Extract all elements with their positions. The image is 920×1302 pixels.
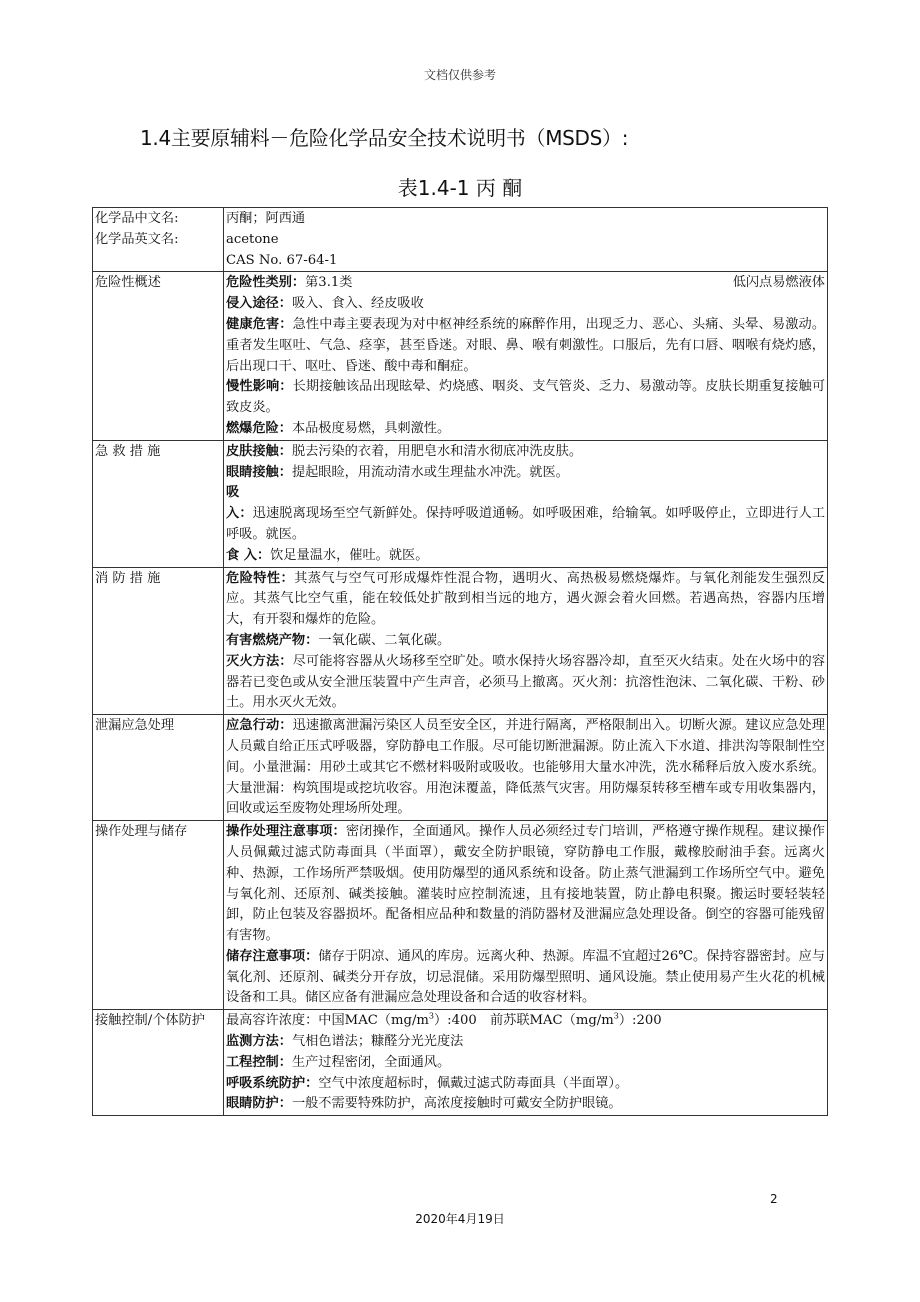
row-handling [93, 821, 828, 1010]
footer-date: 2020年4月19日 [415, 1212, 505, 1226]
first-aid-ingest: 食 入：饮足量温水，催吐。就医。 [226, 547, 429, 563]
row-spill [93, 715, 828, 821]
header-note: 文档仅供参考 [423, 68, 496, 82]
row-firefighting [93, 567, 828, 715]
label-chinese-name: 化学品中文名: [95, 211, 179, 226]
label-english-name: 化学品英文名: [95, 231, 179, 247]
first-aid-inhale-key: 吸 [226, 485, 240, 501]
row-identity [93, 208, 828, 272]
hazard-category-note: 低闪点易燃液体 [732, 275, 825, 291]
identity-content-cell [224, 208, 828, 272]
chinese-name: 丙酮；阿西通 [226, 211, 306, 226]
hazard-health: 健康危害：急性中毒主要表现为对中枢神经系统的麻醉作用，出现乏力、恶心、头痛、头晕、易激动。重者发生呕吐、气急、痉挛，甚至昏迷。对眼、鼻、喉有刺激性。口服后，先有口唇、咽喉有烧灼感，后出现口干、呕吐、昏迷、酸中毒和酮症。 [226, 316, 826, 374]
row-hazard [93, 272, 828, 440]
handling-content [224, 821, 828, 1010]
exposure-mac: 最高容许浓度：中国$MAC(mg/m^3):400$ 前苏联$MAC(mg/m^3):200$ [226, 1011, 662, 1029]
hazard-label: 危险性概述 [93, 272, 224, 440]
first-aid-skin: 皮肤接触：脱去污染的衣着，用肥皂水和清水彻底冲洗皮肤。 [226, 443, 583, 459]
spill-label: 泄漏应急处理 [93, 715, 224, 821]
exposure-respiratory: 呼吸系统防护：空气中浓度超标时，佩戴过滤式防毒面具（半面罩）。 [226, 1075, 629, 1091]
page-number: 2 [770, 1192, 778, 1206]
exposure-label: 接触控制/个体防护 [93, 1010, 224, 1116]
cas-number: CAS No. 67-64-1 [226, 252, 338, 268]
spill-action: 应急行动：迅速撤离泄漏污染区人员至安全区，并进行隔离，严格限制出入。切断火源。建议应急处理人员戴自给正压式呼吸器，穿防静电工作服。尽可能切断泄漏源。防止流入下水道、排洪沟等限制性空间。小量泄漏：用砂土或其它不燃材料吸附或吸收。也能够用大量水冲洗，洗水稀释后放入废水系统。大量泄漏：构筑围堤或挖坑收容。用泡沫覆盖，降低蒸气灾害。用防爆泵转移至槽车或专用收集器内，回收或运至废物处理场所处理。 [226, 718, 826, 817]
first-aid-label: 急 救 措 施 [93, 440, 224, 567]
exposure-monitor: 监测方法：气相色谱法；糠醛分光光度法 [226, 1034, 464, 1050]
exposure-eye: 眼睛防护：一般不需要特殊防护，高浓度接触时可戴安全防护眼镜。 [226, 1096, 622, 1112]
handling-label: 操作处理与储存 [93, 821, 224, 1010]
handling-storage: 储存注意事项：储存于阴凉、通风的库房。远离火种、热源。库温不宜超过26℃。保持容器密封。应与氧化剂、还原剂、碱类分开存放，切忌混储。采用防爆型照明、通风设施。禁止使用易产生火花的机械设备和工具。储区应备有泄漏应急处理设备和合适的收容材料。 [226, 948, 826, 1006]
exposure-engineering: 工程控制：生产过程密闭，全面通风。 [226, 1054, 451, 1070]
first-aid-eye: 眼睛接触：提起眼睑，用流动清水或生理盐水冲洗。就医。 [226, 464, 569, 480]
hazard-fire: 燃爆危险：本品极度易燃，具刺激性。 [226, 420, 451, 436]
firefighting-products: 有害燃烧产物：一氧化碳、二氧化碳。 [226, 632, 451, 648]
spill-content [224, 715, 828, 821]
hazard-content [224, 272, 828, 440]
hazard-route: 侵入途径：吸入、食入、经皮吸收 [226, 296, 424, 312]
document-heading: 1.4主要原辅料－危险化学品安全技术说明书（MSDS）: [140, 126, 629, 150]
handling-operation: 操作处理注意事项：密闭操作，全面通风。操作人员必须经过专门培训，严格遵守操作规程。建议操作人员佩戴过滤式防毒面具（半面罩），戴安全防护眼镜，穿防静电工作服，戴橡胶耐油手套。远离火种、热源，工作场所严禁吸烟。使用防爆型的通风系统和设备。防止蒸气泄漏到工作场所空气中。避免与氧化剂、还原剂、碱类接触。灌装时应控制流速，且有接地装置，防止静电积聚。搬运时要轻装轻卸，防止包装及容器损坏。配备相应品种和数量的消防器材及泄漏应急处理设备。倒空的容器可能残留有害物。 [226, 824, 825, 944]
msds-table [92, 207, 828, 1116]
row-first-aid [93, 440, 828, 567]
firefighting-method: 灭火方法：尽可能将容器从火场移至空旷处。喷水保持火场容器冷却，直至灭火结束。处在火场中的容器若已变色或从安全泄压装置中产生声音，必须马上撤离。灭火剂：抗溶性泡沫、二氧化碳、干粉、砂土。用水灭火无效。 [226, 653, 826, 711]
exposure-content [224, 1010, 828, 1116]
hazard-category: 危险性类别：第3.1类 低闪点易燃液体 [226, 273, 825, 294]
english-name: acetone [226, 231, 279, 247]
hazard-chronic: 慢性影响：长期接触该品出现眩晕、灼烧感、咽炎、支气管炎、乏力、易激动等。皮肤长期重复接触可致皮炎。 [226, 379, 826, 416]
firefighting-properties: 危险特性：其蒸气与空气可形成爆炸性混合物，遇明火、高热极易燃烧爆炸。与氧化剂能发生强烈反应。其蒸气比空气重，能在较低处扩散到相当远的地方，遇火源会着火回燃。若遇高热，容器内压增大，有开裂和爆炸的危险。 [226, 570, 826, 628]
identity-label-cell [93, 208, 224, 272]
firefighting-label: 消 防 措 施 [93, 567, 224, 715]
first-aid-content [224, 440, 828, 567]
firefighting-content [224, 567, 828, 715]
table-caption: 表1.4-1 丙 酮 [397, 176, 523, 200]
row-exposure [93, 1010, 828, 1116]
first-aid-inhale: 入：迅速脱离现场至空气新鲜处。保持呼吸道通畅。如呼吸困难，给输氧。如呼吸停止，立即进行人工呼吸。就医。 [226, 506, 826, 542]
